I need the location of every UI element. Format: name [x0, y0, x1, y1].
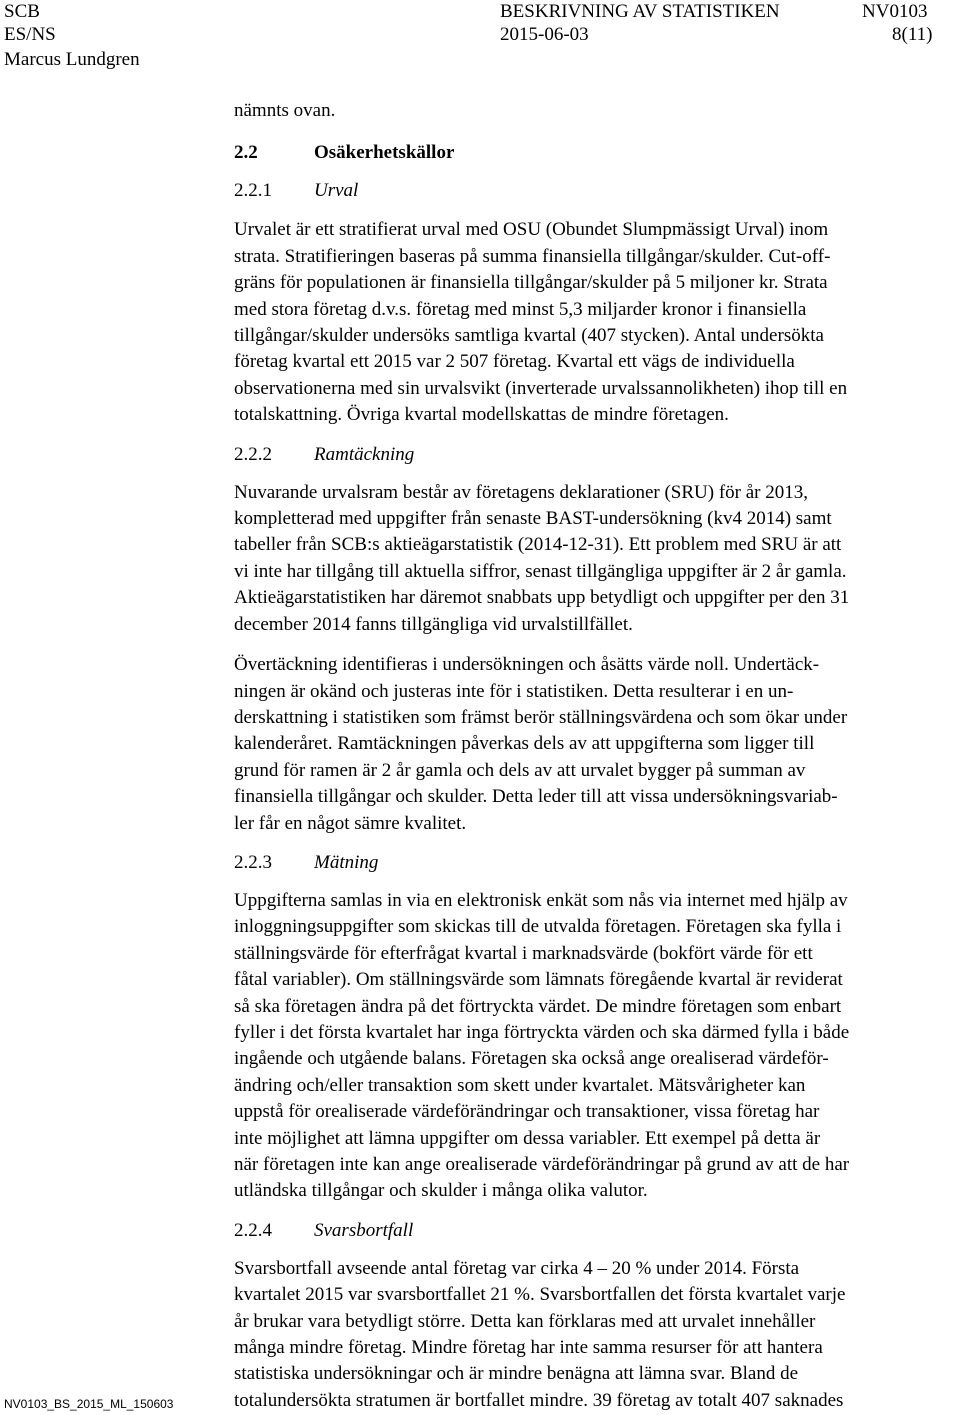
text-line: uppstå för orealiserade värdeförändringar och transaktioner, vissa företag har [234, 1101, 820, 1123]
text-line: totalskattning. Övriga kvartal modellskattas de mindre företagen. [234, 404, 729, 426]
header-doc-title: BESKRIVNING AV STATISTIKEN [500, 1, 780, 22]
text-line: fåtal variabler). Om ställningsvärde som lämnats föregående kvartal är reviderat [234, 969, 843, 991]
paragraph-urval [234, 217, 950, 428]
header-author: Marcus Lundgren [4, 49, 140, 70]
heading-title: Ramtäckning [314, 443, 415, 465]
heading-number: 2.2.4 [234, 1219, 272, 1241]
text-line: grund för ramen är 2 år gamla och dels av att urvalet bygger på summan av [234, 759, 806, 781]
text-line: kvartalet 2015 var svarsbortfallet 21 %. Svarsbortfallen det första kvartalet varje [234, 1284, 846, 1306]
heading-2-2-3 [234, 851, 950, 875]
heading-2-2 [234, 141, 950, 165]
heading-number: 2.2.3 [234, 851, 272, 873]
text-line: ingående och utgående balans. Företagen ska också ange orealiserad värdeför- [234, 1048, 829, 1070]
text-line: med stora företag d.v.s. företag med minst 5,3 miljarder kronor i finansiella [234, 298, 807, 320]
heading-title: Svarsbortfall [314, 1219, 414, 1241]
text-line: Aktieägarstatistiken har däremot snabbats upp betydligt och uppgifter per den 31 [234, 587, 850, 609]
text-line: december 2014 fanns tillgängliga vid urvalstillfället. [234, 613, 633, 635]
text-line: finansiella tillgångar och skulder. Detta leder till att vissa undersökningsvariab- [234, 786, 838, 808]
header-date: 2015-06-03 [500, 24, 589, 45]
heading-2-2-4 [234, 1219, 950, 1243]
text-line: många mindre företag. Mindre företag har inte samma resurser för att hantera [234, 1337, 823, 1359]
text-line: Övertäckning identifieras i undersökningen och åsätts värde noll. Undertäck- [234, 654, 820, 676]
heading-title: Mätning [314, 851, 379, 873]
text-line: Urvalet är ett stratifierat urval med OSU (Obundet Slumpmässigt Urval) inom [234, 219, 829, 241]
footer-doc-id: NV0103_BS_2015_ML_150603 [4, 1397, 174, 1411]
page-content [234, 98, 950, 1414]
text-line: så ska företagen ändra på det förtryckta värdet. De mindre företagen som enbart [234, 995, 842, 1017]
heading-number: 2.2 [234, 142, 258, 164]
text-line: tabeller från SCB:s aktieägarstatistik (2014-12-31). Ett problem med SRU är att [234, 534, 842, 556]
text-line: ställningsvärde för efterfrågat kvartal i marknadsvärde (bokfört värde för ett [234, 942, 813, 964]
text-line: tillgångar/skulder undersöks samtliga kvartal (407 stycken). Antal undersökta [234, 325, 824, 347]
intro-fragment: nämnts ovan. [234, 100, 336, 121]
heading-title: Urval [314, 180, 359, 202]
heading-title: Osäkerhetskällor [314, 142, 455, 164]
text-line: totalundersökta stratumen är bortfallet mindre. 39 företag av totalt 407 saknades [234, 1389, 844, 1411]
text-line: vi inte har tillgång till aktuella siffror, senast tillgängliga uppgifter är 2 år gamla. [234, 560, 847, 582]
header-page-number: 8(11) [892, 24, 933, 45]
text-line: gräns för populationen är finansiella tillgångar/skulder på 5 miljoner kr. Strata [234, 272, 828, 294]
heading-2-2-1 [234, 179, 950, 203]
text-line: strata. Stratifieringen baseras på summa finansiella tillgångar/skulder. Cut-off- [234, 245, 831, 267]
paragraph-ramtackning-1 [234, 480, 950, 638]
text-line: när företagen inte kan ange orealiserade värdeförändringar på grund av att de har [234, 1154, 850, 1175]
text-line: ler får en något sämre kvalitet. [234, 812, 467, 834]
header-org: SCB [4, 1, 40, 22]
text-line: observationerna med sin urvalsvikt (inverterade urvalssannolikheten) ihop till en [234, 377, 848, 399]
text-line: kalenderåret. Ramtäckningen påverkas dels av att uppgifterna som ligger till [234, 733, 815, 755]
heading-number: 2.2.1 [234, 180, 272, 202]
heading-2-2-2 [234, 443, 950, 467]
text-line: inte möjlighet att lämna uppgifter om dessa variabler. Ett exempel på detta är [234, 1127, 821, 1149]
text-line: fyller i det första kvartalet har inga förtryckta värden och ska därmed fylla i både [234, 1021, 850, 1043]
paragraph-matning [234, 888, 950, 1205]
text-line: statistiska undersökningar och är mindre benägna att lämna svar. Bland de [234, 1363, 799, 1385]
paragraph-svarsbortfall [234, 1256, 950, 1414]
header-unit: ES/NS [4, 24, 56, 45]
text-line: utländska tillgångar och skulder i många olika valutor. [234, 1180, 648, 1202]
text-line: företag kvartal ett 2015 var 2 507 företag. Kvartal ett vägs de individuella [234, 351, 795, 373]
text-line: Nuvarande urvalsram består av företagens deklarationer (SRU) för år 2013, [234, 481, 808, 503]
heading-number: 2.2.2 [234, 443, 272, 465]
text-line: år brukar vara betydligt större. Detta kan förklaras med att urvalet innehåller [234, 1310, 816, 1332]
text-line: ningen är okänd och justeras inte för i statistiken. Detta resulterar i en un- [234, 680, 794, 702]
text-line: Uppgifterna samlas in via en elektronisk enkät som nås via internet med hjälp av [234, 889, 848, 911]
text-line: inloggningsuppgifter som skickas till de utvalda företagen. Företagen ska fylla i [234, 916, 842, 938]
text-line: ändring och/eller transaktion som skett under kvartalet. Mätsvårigheter kan [234, 1074, 806, 1096]
header-doc-code: NV0103 [862, 1, 928, 22]
text-line: Svarsbortfall avseende antal företag var cirka 4 – 20 % under 2014. Första [234, 1257, 800, 1279]
text-line: derskattning i statistiken som främst berör ställningsvärdena och som ökar under [234, 706, 848, 728]
text-line: kompletterad med uppgifter från senaste BAST-undersökning (kv4 2014) samt [234, 508, 832, 530]
paragraph-ramtackning-2 [234, 652, 950, 837]
